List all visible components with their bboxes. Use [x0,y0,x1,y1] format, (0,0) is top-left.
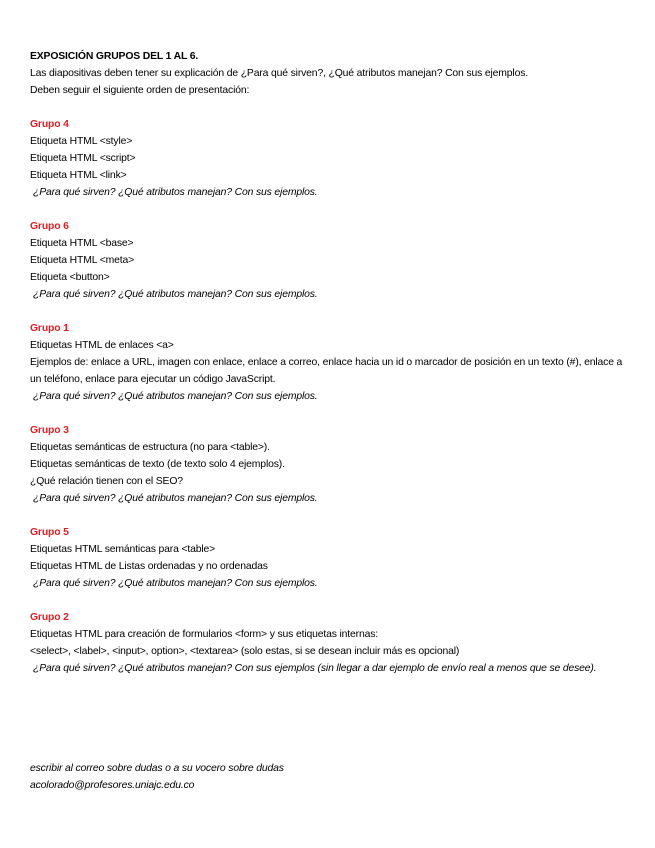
spacer [30,201,630,218]
group-section-2 [30,609,630,677]
group-title: Grupo 4 [30,119,69,130]
group-item: Etiquetas semánticas de estructura (no para <table>). [30,442,270,453]
contact-email: acolorado@profesores.uniajc.edu.co [30,780,195,791]
group-title: Grupo 5 [30,527,69,538]
group-section-3 [30,422,630,507]
group-question: ¿Para qué sirven? ¿Qué atributos manejan? Con sus ejemplos. [33,578,318,589]
intro-line-2: Deben seguir el siguiente orden de presentación: [30,85,250,96]
group-item: Etiqueta <button> [30,272,110,283]
group-title: Grupo 1 [30,323,69,334]
group-item: ¿Qué relación tienen con el SEO? [30,476,183,487]
footer [30,760,630,794]
group-section-5 [30,524,630,592]
group-item: Etiquetas HTML semánticas para <table> [30,544,216,555]
spacer [30,99,630,116]
group-question: ¿Para qué sirven? ¿Qué atributos manejan? Con sus ejemplos. [33,391,318,402]
spacer [30,405,630,422]
group-item: Etiqueta HTML <meta> [30,255,135,266]
group-item: Etiquetas HTML de enlaces <a> [30,340,174,351]
group-question: ¿Para qué sirven? ¿Qué atributos manejan? Con sus ejemplos (sin llegar a dar ejemplo de envío real a menos que se desee). [33,663,597,674]
group-question: ¿Para qué sirven? ¿Qué atributos manejan? Con sus ejemplos. [33,493,318,504]
group-section-1 [30,320,630,405]
group-item: Etiqueta HTML <script> [30,153,136,164]
group-section-4 [30,116,630,201]
footer-note: escribir al correo sobre dudas o a su vocero sobre dudas [30,763,284,774]
group-item: Etiquetas HTML para creación de formularios <form> y sus etiquetas internas: [30,629,379,640]
spacer [30,507,630,524]
group-title: Grupo 3 [30,425,69,436]
group-question: ¿Para qué sirven? ¿Qué atributos manejan? Con sus ejemplos. [33,187,318,198]
group-item: <select>, <label>, <input>, option>, <textarea> (solo estas, si se desean incluir más es opcional) [30,646,460,657]
group-item: Etiqueta HTML <style> [30,136,133,147]
document-body [30,48,630,677]
document-title: EXPOSICIÓN GRUPOS DEL 1 AL 6. [30,51,199,62]
spacer [30,303,630,320]
group-item: Ejemplos de: enlace a URL, imagen con enlace, enlace a correo, enlace hacia un id o marcador de posición en un texto (#), enlace a un teléfono, enlace para ejecutar un código JavaScript. [30,357,623,385]
group-section-6 [30,218,630,303]
group-question: ¿Para qué sirven? ¿Qué atributos manejan? Con sus ejemplos. [33,289,318,300]
intro-line-1: Las diapositivas deben tener su explicación de ¿Para qué sirven?, ¿Qué atributos manejan? Con sus ejemplos. [30,68,529,79]
group-title: Grupo 2 [30,612,69,623]
group-item: Etiqueta HTML <base> [30,238,134,249]
spacer [30,592,630,609]
group-item: Etiquetas HTML de Listas ordenadas y no ordenadas [30,561,268,572]
group-item: Etiqueta HTML <link> [30,170,127,181]
group-item: Etiquetas semánticas de texto (de texto solo 4 ejemplos). [30,459,285,470]
group-title: Grupo 6 [30,221,69,232]
